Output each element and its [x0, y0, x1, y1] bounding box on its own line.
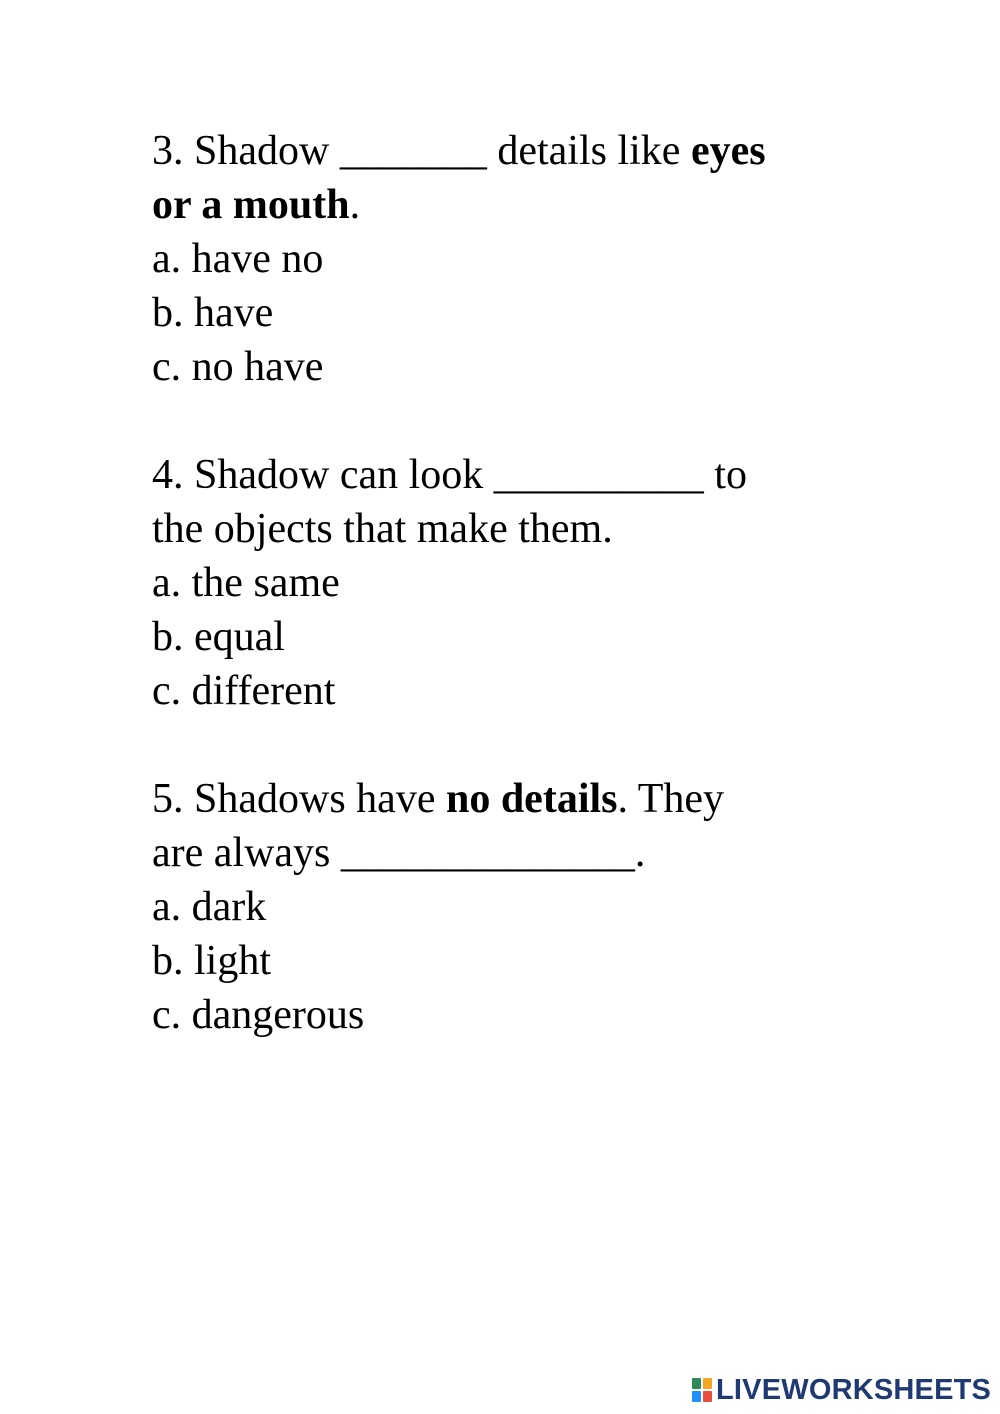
option-3b[interactable]: b. have: [152, 290, 274, 336]
question-4-line-2: the objects that make them.: [152, 506, 613, 552]
option-3c[interactable]: c. no have: [152, 344, 324, 390]
liveworksheets-logo: [692, 1372, 991, 1408]
liveworksheets-icon: [692, 1376, 714, 1404]
option-3a[interactable]: a. have no: [152, 236, 324, 282]
question-3-line-1: 3. Shadow _______ details like eyes: [152, 128, 766, 174]
question-5-line-2: are always ______________.: [152, 830, 646, 876]
question-4: [152, 448, 852, 718]
bold-text: eyes: [690, 128, 766, 174]
bold-text: no details: [445, 776, 618, 822]
option-5c[interactable]: c. dangerous: [152, 992, 365, 1038]
option-5a[interactable]: a. dark: [152, 884, 267, 930]
option-4a[interactable]: a. the same: [152, 560, 340, 606]
question-4-line-1: 4. Shadow can look __________ to: [152, 452, 747, 498]
logo-text: LIVEWORKSHEETS: [716, 1373, 992, 1406]
question-3: [152, 124, 852, 394]
question-5: [152, 772, 852, 1042]
question-5-line-1: 5. Shadows have no details. They: [152, 776, 725, 822]
option-5b[interactable]: b. light: [152, 938, 272, 984]
question-3-line-2: or a mouth.: [152, 182, 361, 228]
option-4b[interactable]: b. equal: [152, 614, 285, 660]
option-4c[interactable]: c. different: [152, 668, 336, 714]
bold-text: or a mouth: [152, 182, 350, 228]
worksheet: [152, 124, 852, 1096]
